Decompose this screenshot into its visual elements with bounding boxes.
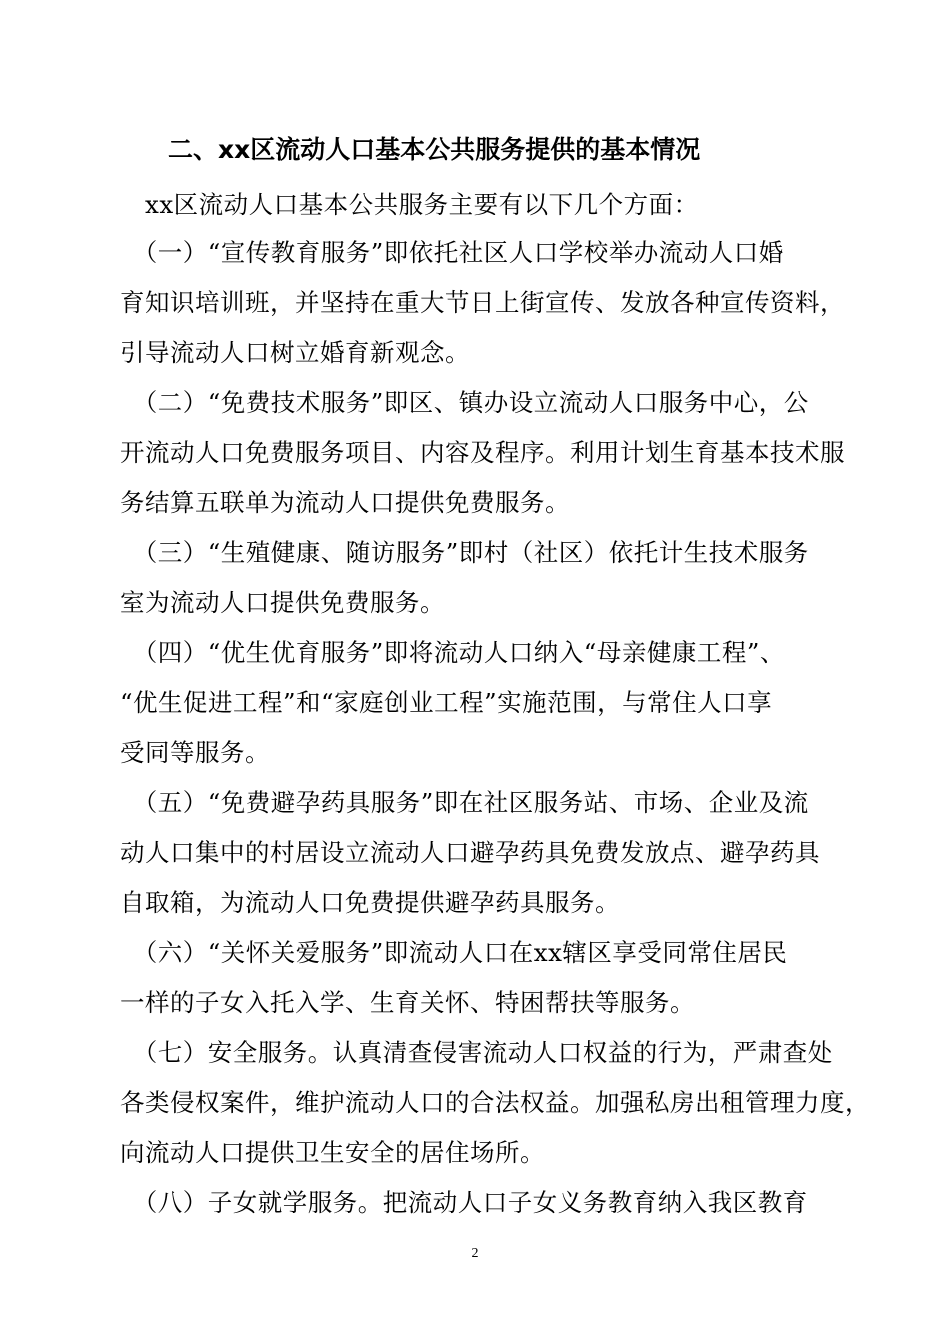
text-line: 动人口集中的村居设立流动人口避孕药具免费发放点、避孕药具 [120, 838, 820, 867]
text-line: 一样的子女入托入学、生育关怀、特困帮扶等服务。 [120, 988, 695, 1017]
text-line: 自取箱，为流动人口免费提供避孕药具服务。 [120, 888, 620, 917]
text-line: 务结算五联单为流动人口提供免费服务。 [120, 488, 570, 517]
text-line: 室为流动人口提供免费服务。 [120, 588, 445, 617]
paragraph-2 [120, 378, 845, 528]
paragraph-3 [120, 528, 840, 628]
paragraph-5 [120, 778, 840, 928]
text-line: 向流动人口提供卫生安全的居住场所。 [120, 1138, 545, 1167]
text-line: （六）“关怀关爱服务”即流动人口在xx辖区享受同常住居民 [120, 938, 788, 967]
text-line: 引导流动人口树立婚育新观念。 [120, 338, 470, 367]
text-line: （五）“免费避孕药具服务”即在社区服务站、市场、企业及流 [120, 788, 809, 817]
text-line: （三）“生殖健康、随访服务”即村（社区）依托计生技术服务 [120, 538, 809, 567]
text-line: xx区流动人口基本公共服务主要有以下几个方面： [120, 190, 699, 219]
paragraph-4 [120, 628, 840, 778]
text-line: 育知识培训班，并坚持在重大节日上街宣传、发放各种宣传资料， [120, 288, 845, 317]
paragraph-8 [120, 1178, 840, 1228]
page-number: 2 [471, 1246, 479, 1261]
paragraph-7 [120, 1028, 870, 1178]
paragraph-1 [120, 228, 845, 378]
text-line: “优生促进工程”和“家庭创业工程”实施范围，与常住人口享 [120, 688, 773, 717]
paragraph-intro [120, 180, 840, 230]
text-line: （七）安全服务。认真清查侵害流动人口权益的行为，严肃查处 [120, 1038, 833, 1067]
text-line: （四）“优生优育服务”即将流动人口纳入“母亲健康工程”、 [120, 638, 785, 667]
section-title: 二、xx区流动人口基本公共服务提供的基本情况 [168, 135, 701, 164]
text-line: （二）“免费技术服务”即区、镇办设立流动人口服务中心，公 [120, 388, 809, 417]
text-line: 开流动人口免费服务项目、内容及程序。利用计划生育基本技术服 [120, 438, 845, 467]
text-line: 受同等服务。 [120, 738, 270, 767]
text-line: 各类侵权案件，维护流动人口的合法权益。加强私房出租管理力度， [120, 1088, 870, 1117]
text-line: （八）子女就学服务。把流动人口子女义务教育纳入我区教育 [120, 1188, 808, 1217]
paragraph-6 [120, 928, 840, 1028]
text-line: （一）“宣传教育服务”即依托社区人口学校举办流动人口婚 [120, 238, 784, 267]
